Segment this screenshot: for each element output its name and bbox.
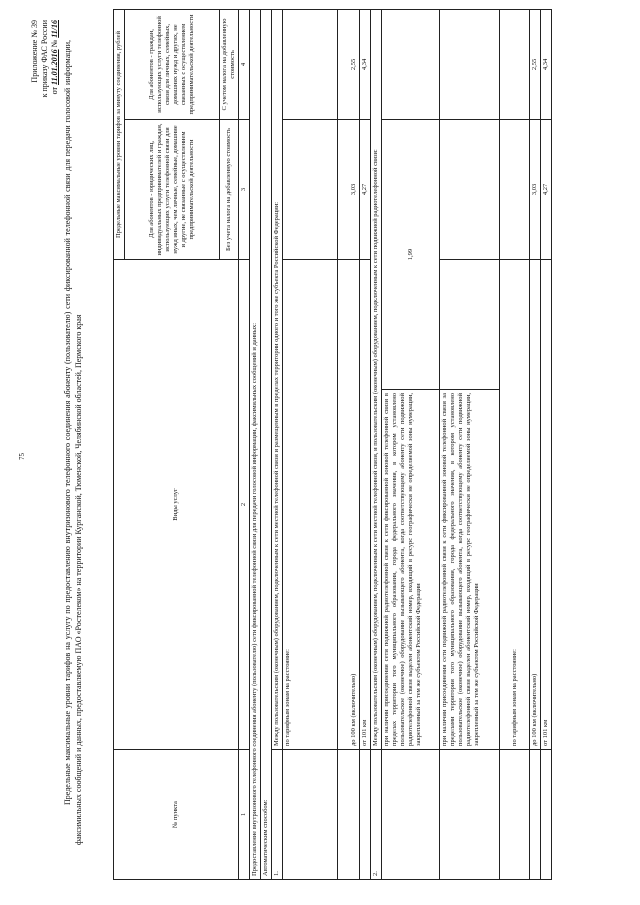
row-text: при наличии присоединения сети подвижной радиотелефонной связи к сети фиксированной зоновой телефонной связи в пределах территории того муниципального образования, города федерального значения, в котором установлено пользовательское (оконечное) оборудование вызывающего абонента, когда соответствующему абоненту сети подвижной радиотелефонной связи выделен абонентский номер, входящий в ресурс географически не определяемой зоны нумерации, закрепленный за тем же субъектом Российской Федерации (382, 390, 440, 750)
date-prefix: от (50, 86, 59, 95)
header-citizens: Для абонентов - граждан, использующих услуги телефонной связи для личных, семейных, домашних нужд и других, не связанных с осуществлением предпринимательской деятельности (125, 9, 220, 119)
row-number: 2. (371, 750, 382, 880)
tariff-value: 3,03 (338, 119, 360, 259)
tariff-table (113, 9, 552, 880)
number-prefix: № (50, 39, 59, 48)
tariff-value: 2,55 (338, 9, 360, 119)
section-heading: Предоставление внутризонового телефонного соединения абоненту (пользователю) сети фиксированной телефонной связи для передачи голосовой информации, факсимильных сообщений и данных: (250, 9, 261, 879)
distance-from-101: от 101 км (360, 259, 371, 749)
auto-heading: Автоматическим способом: (261, 9, 272, 879)
col-number: 2 (239, 259, 250, 749)
header-without-vat: Без учета налога на добавленную стоимость (220, 119, 239, 259)
distance-from-101: от 101 км (541, 259, 552, 749)
order-date: 11.01.2016 (50, 49, 59, 85)
order-number: 11/16 (50, 20, 59, 38)
page-number: 75 (18, 453, 26, 460)
tariff-value: 1,99 (382, 119, 440, 389)
appendix-date-line (50, 20, 60, 97)
row-text: Между пользовательским (оконечным) оборудованием, подключенным к сети местной телефонной связи и размещенным в пределах территории одного и того же субъекта Российской Федерации: (272, 9, 283, 749)
appendix-line: Приложение № 39 (30, 20, 39, 83)
appendix-block (30, 20, 60, 97)
document-title: Предельные максимальные уровни тарифов на услугу по предоставлению внутризонового телефонного соединения абоненту (пользователю) сети фиксированной телефонной связи для передачи голосовой информации, факсимильных сообщений и данных, предоставляемую ПАО «Ростелеком» на территории Курганской, Тюменской, Челябинской областей, Пермского края (63, 40, 83, 845)
col-number: 3 (239, 119, 250, 259)
row-number: 1. (272, 750, 283, 880)
header-item-number: № пункта (114, 750, 239, 880)
row-text: при наличии присоединения сети подвижной радиотелефонной связи к сети фиксированной зоновой телефонной связи за пределами территории того муниципального образования, города федерального значения, в котором установлено пользовательское (оконечное) оборудование вызывающего абонента, когда соответствующему абоненту сети подвижной радиотелефонной связи выделен абонентский номер, входящий в ресурс географически не определяемой зоны нумерации, закрепленный за тем же субъектом Российской Федерации (440, 390, 500, 750)
distance-up-to-100: до 100 км (включительно) (338, 259, 360, 749)
zones-label: по тарифным зонам на расстояние: (283, 259, 338, 749)
col-number: 4 (239, 9, 250, 119)
tariff-value: 4,34 (360, 9, 371, 119)
distance-up-to-100: до 100 км (включительно) (530, 259, 541, 749)
col-number: 1 (239, 750, 250, 880)
appendix-order: к приказу ФАС России (40, 20, 49, 98)
tariff-value: 2,55 (530, 9, 541, 119)
tariff-value: 4,27 (541, 119, 552, 259)
header-tariff-levels: Предельные максимальные уровни тарифов за минуту соединения, рублей (114, 9, 125, 259)
row-text: Между пользовательским (оконечным) оборудованием, подключенным к сети местной телефонной связи, и пользовательским (оконечным) оборудованием, подключенным к сети подвижной радиотелефонной связи: (371, 9, 382, 749)
tariff-value: 4,34 (541, 9, 552, 119)
header-services: Виды услуг (114, 259, 239, 749)
tariff-value: 3,03 (530, 119, 541, 259)
header-legal-entities: Для абонентов - юридических лиц, индивидуальных предпринимателей и граждан, использующих услуги телефонной связи для нужд иных, чем личные, семейные, домашние и другие, не связанные с осуществлением предпринимательской деятельности (125, 119, 220, 259)
tariff-value: 4,27 (360, 119, 371, 259)
header-with-vat: С учетом налога на добавленную стоимость (220, 9, 239, 119)
zones-label: по тарифным зонам на расстояние: (500, 259, 530, 749)
